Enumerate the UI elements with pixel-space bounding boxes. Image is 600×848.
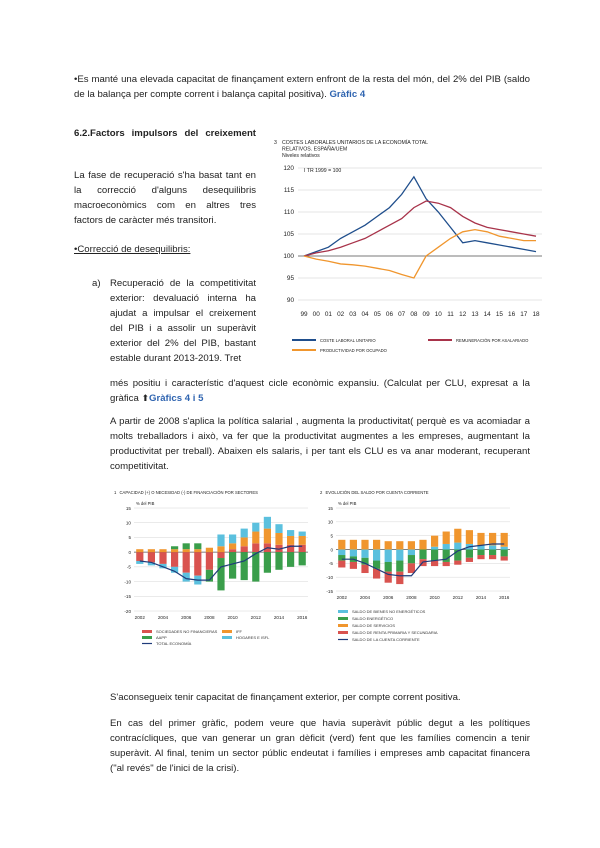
chart1-title-text: CAPACIDAD (+) O NECESIDAD (-) DE FINANCIACIÓN POR SECTORES — [119, 490, 258, 495]
legend-swatch-aapp — [142, 636, 152, 639]
intro-paragraph: La fase de recuperació s'ha basat tant en la correcció d'alguns desequilibris macroeconòmics com en altres tres factors de caràcter més transitori. — [74, 170, 256, 226]
chart1-bar — [229, 543, 236, 549]
legend-label-no-energeticos: SALDO DE BIENES NO ENERGÉTICOS — [352, 609, 426, 614]
paragraph-final: En cas del primer gràfic, podem veure que havia superàvit públic degut a les polítiques contracícliques, que van generar un gran dèficit (verd) fent que les famílies comencin a tenir superàvit. Al final, tenim un sector públic endeutat i famílies i empreses amb capacitat financera ("al revés" de l'inici de la crisi). — [110, 718, 530, 774]
chart2-bar — [477, 550, 484, 556]
chart2-title-text: EVOLUCIÓN DEL SALDO POR CUENTA CORRIENTE — [325, 490, 429, 495]
chart1-y-tick-label: -15 — [124, 594, 131, 600]
chart2-y-tick-label: -15 — [326, 588, 333, 594]
chart1-bar — [252, 523, 259, 532]
chart2-bar — [408, 550, 415, 556]
chart1-bar — [264, 517, 271, 529]
chart1-x-tick-label: 2012 — [250, 615, 261, 620]
chart1-bar — [275, 533, 282, 545]
chart3-x-tick-label: 10 — [434, 311, 442, 318]
chart2-bar — [501, 547, 508, 550]
chart1-ylabel: % del PIB — [136, 501, 155, 506]
financing-sectors-chart — [112, 486, 312, 672]
legend-label-iff: IFF — [236, 629, 242, 634]
series-remuneracion-line — [304, 201, 536, 256]
chart1-bar — [136, 552, 143, 561]
chart1-bar — [206, 552, 213, 570]
chart3-x-tick-label: 11 — [447, 311, 454, 318]
chart2-bar — [431, 547, 438, 550]
chart1-x-tick-label: 2014 — [273, 615, 285, 620]
chart1-bar — [299, 552, 306, 565]
chart1-y-tick-label: 15 — [125, 505, 131, 511]
chart3-title-line2: RELATIVOS. ESPAÑA/UEM — [282, 146, 348, 153]
chart3-y-tick-label: 100 — [283, 253, 294, 260]
chart3-x-tick-label: 16 — [508, 311, 516, 318]
chart2-bar — [466, 550, 473, 558]
chart2-bar — [501, 550, 508, 557]
chart2-bar — [385, 550, 392, 562]
legend-label-rem: REMUNERACIÓN POR ASALARIADO — [456, 338, 529, 343]
legend-swatch-energetico — [338, 617, 348, 620]
chart1-bar — [241, 552, 248, 580]
legend-label-cuenta-corriente: SALDO DE LA CUENTA CORRIENTE — [352, 637, 420, 642]
chart1-x-tick-label: 2008 — [204, 615, 215, 620]
chart1-bar — [241, 529, 248, 538]
chart3-subtitle: Niveles relativos — [282, 153, 320, 159]
chart1-bar — [206, 548, 213, 552]
chart2-y-tick-label: 15 — [327, 505, 333, 511]
chart2-x-tick-label: 2004 — [359, 595, 371, 600]
chart2-bar — [385, 562, 392, 572]
subheading-desequilibris: •Correcció de desequilibris: — [74, 244, 191, 255]
chart1-bar — [275, 552, 282, 570]
chart2-y-tick-label: -5 — [328, 561, 333, 567]
chart2-y-tick-label: 10 — [327, 519, 333, 525]
legend-label-aapp: AAPP — [156, 635, 167, 640]
chart2-bar — [489, 550, 496, 556]
chart2-bar — [361, 540, 368, 550]
chart2-bar — [338, 550, 345, 556]
chart1-bar — [252, 532, 259, 544]
chart1-bar — [287, 536, 294, 545]
legend-label-prod: PRODUCTIVIDAD POR OCUPADO — [320, 348, 387, 353]
chart1-bar — [183, 549, 190, 552]
legend-swatch-servicios — [338, 624, 348, 627]
chart1-number: 1 — [114, 490, 117, 495]
chart1-bar — [241, 546, 248, 552]
chart2-bar — [443, 532, 450, 544]
chart2-x-tick-label: 2008 — [406, 595, 417, 600]
chart3-y-tick-label: 95 — [286, 275, 294, 282]
chart1-title — [114, 490, 258, 495]
legend-swatch-iff — [222, 630, 232, 633]
chart2-bar — [408, 563, 415, 573]
chart1-bar — [194, 543, 201, 549]
chart2-x-tick-label: 2016 — [499, 595, 510, 600]
chart2-ylabel: % del PIB — [338, 501, 357, 506]
chart1-bar — [275, 524, 282, 533]
chart1-x-tick-label: 2004 — [157, 615, 169, 620]
chart2-x-tick-label: 2010 — [429, 595, 440, 600]
item-a-marker: a) — [92, 278, 101, 289]
chart2-bar — [489, 545, 496, 549]
chart1-bar — [148, 552, 155, 562]
chart1-x-ticks — [135, 615, 308, 620]
legend-swatch-snf — [142, 630, 152, 633]
chart3-title — [282, 139, 429, 153]
chart1-bar — [136, 549, 143, 552]
chart1-y-ticks — [124, 506, 131, 614]
chart2-bar — [338, 540, 345, 550]
chart3-x-tick-label: 02 — [337, 311, 345, 318]
chart1-y-tick-label: -5 — [126, 564, 131, 570]
legend-swatch-hogares — [222, 636, 232, 639]
paragraph-2008: A partir de 2008 s'aplica la política salarial , augmenta la productivitat( perquè es va acomiadar a molts treballadors i això, va fer que la productivitat augmentes a les empreses, augmentant la productivitat per treball). Abaixen els salaris, i per tant els CLU es va anar moderant, recuperant competitivitat. — [110, 416, 530, 472]
chart2-bar — [350, 540, 357, 550]
chart2-bar — [408, 555, 415, 563]
chart2-bar — [431, 550, 438, 561]
chart1-bar — [252, 543, 259, 552]
chart3-x-tick-label: 17 — [520, 311, 528, 318]
chart2-bar — [396, 561, 403, 572]
chart2-bar — [443, 562, 450, 566]
chart1-bar — [229, 552, 236, 578]
paragraph-advice: S'aconsegueix tenir capacitat de finançament exterior, per compte corrent positiva. — [110, 692, 461, 703]
chart2-bar — [477, 533, 484, 545]
chart2-number: 2 — [320, 490, 323, 495]
chart3-x-tick-label: 05 — [373, 311, 381, 318]
chart1-bar — [159, 552, 166, 564]
series-coste-laboral-line — [304, 177, 536, 256]
chart2-x-tick-label: 2012 — [452, 595, 463, 600]
chart1-bar — [217, 546, 224, 552]
chart2-y-tick-label: 0 — [330, 547, 333, 553]
link-grafics-4-5[interactable]: Gràfics 4 i 5 — [149, 393, 204, 404]
chart1-bar — [171, 549, 178, 552]
chart3-x-tick-label: 06 — [385, 311, 394, 318]
chart2-bars — [338, 529, 508, 584]
chart2-x-tick-label: 2014 — [475, 595, 487, 600]
chart3-x-tick-label: 08 — [410, 311, 418, 318]
legend-swatch-no-energeticos — [338, 610, 348, 613]
chart3-x-tick-label: 09 — [422, 311, 430, 318]
chart1-x-tick-label: 2016 — [297, 615, 308, 620]
chart1-bar — [171, 546, 178, 549]
chart1-y-tick-label: -10 — [124, 579, 131, 585]
chart2-title — [320, 490, 429, 495]
chart2-bar — [443, 544, 450, 550]
legend-swatch-renta — [338, 631, 348, 634]
chart2-bar — [454, 529, 461, 543]
chart3-x-tick-label: 99 — [300, 311, 308, 318]
chart1-y-tick-label: 0 — [128, 549, 131, 555]
chart2-x-tick-label: 2006 — [383, 595, 394, 600]
chart1-bar — [194, 549, 201, 552]
chart3-x-tick-label: 13 — [471, 311, 479, 318]
section-heading: 6.2.Factors impulsors del creixement — [74, 128, 256, 139]
link-grafic-4[interactable]: Gràfic 4 — [329, 89, 366, 100]
chart1-y-tick-label: -20 — [124, 608, 131, 614]
chart1-bar — [217, 534, 224, 546]
chart1-bar — [183, 552, 190, 573]
chart2-bar — [419, 540, 426, 550]
chart3-x-tick-label: 14 — [483, 311, 491, 318]
chart1-bar — [241, 537, 248, 546]
chart2-bar — [338, 561, 345, 568]
chart2-bar — [408, 541, 415, 549]
chart1-bar — [217, 558, 224, 590]
item-a-text: Recuperació de la competitivitat exterior: devaluació interna ha ajudat a impulsar el creixement del PIB i a assolir un superàvit exterior del 2% del PIB, bastant estable durant 2013-2019. Tret — [110, 278, 256, 364]
legend-label-servicios: SALDO DE SERVICIOS — [352, 623, 396, 628]
chart1-bar — [264, 552, 271, 573]
chart2-y-tick-label: 5 — [330, 533, 333, 539]
legend-label-renta: SALDO DE RENTA PRIMARIA Y SECUNDARIA — [352, 630, 438, 635]
chart1-x-tick-label: 2006 — [181, 615, 192, 620]
chart3-y-tick-label: 105 — [283, 231, 294, 238]
chart2-bar — [373, 540, 380, 550]
clu-line-chart — [262, 134, 552, 358]
bullet-capacitat-financament: •Es manté una elevada capacitat de finançament extern enfront de la resta del món, del 2% del PIB (saldo de la balança per compte corrent i balança capital positiva). Gràfic 4 — [74, 74, 530, 100]
chart1-bar — [299, 536, 306, 545]
chart1-bar — [171, 552, 178, 567]
chart2-x-tick-label: 2002 — [336, 595, 347, 600]
chart2-bar — [396, 572, 403, 584]
chart3-index-label: I TR 1999 = 100 — [304, 168, 342, 174]
chart1-bar — [229, 534, 236, 543]
chart2-bar — [350, 550, 357, 557]
legend-label-clu: COSTE LABORAL UNITARIO — [320, 338, 376, 343]
chart1-bar — [264, 529, 271, 544]
chart1-bar — [252, 552, 259, 581]
chart2-bar — [361, 550, 368, 558]
chart2-bar — [350, 562, 357, 569]
legend-label-total: TOTAL ECONOMÍA — [156, 641, 192, 646]
chart1-bar — [183, 543, 190, 549]
chart1-bar — [299, 532, 306, 536]
chart2-bar — [454, 561, 461, 565]
item-a-continuation: més positiu i característic d'aquest cicle econòmic expansiu. (Calculat per CLU, expresat a la gràfica ⬆Gràfics 4 i 5 — [110, 378, 530, 404]
legend-label-snf: SOCIEDADES NO FINANCIERAS — [156, 629, 218, 634]
current-account-chart — [318, 486, 514, 672]
chart1-bar — [148, 549, 155, 552]
chart3-x-tick-label: 03 — [349, 311, 357, 318]
chart2-bar — [419, 550, 426, 560]
up-arrow-icon: ⬆ — [141, 394, 150, 404]
chart1-y-tick-label: 5 — [128, 535, 131, 541]
chart2-bar — [477, 555, 484, 559]
legend-label-hogares: HOGARES E ISFL — [236, 635, 270, 640]
chart1-bars — [136, 517, 306, 591]
chart1-bar — [194, 552, 201, 576]
chart3-x-tick-label: 04 — [361, 311, 369, 318]
chart3-number: 3 — [274, 140, 277, 146]
chart3-y-ticks — [283, 165, 294, 304]
chart2-bar — [396, 550, 403, 561]
chart3-y-tick-label: 90 — [286, 297, 294, 304]
chart2-y-ticks — [326, 506, 333, 594]
chart3-title-line1: COSTES LABORALES UNITARIOS DE LA ECONOMÍA TOTAL — [282, 140, 428, 146]
chart2-bar — [489, 555, 496, 559]
chart3-x-tick-label: 15 — [495, 311, 503, 318]
series-productividad-line — [304, 230, 536, 278]
chart2-bar — [501, 533, 508, 547]
chart2-bar — [454, 543, 461, 550]
chart3-x-tick-label: 18 — [532, 311, 540, 318]
chart3-x-ticks — [300, 311, 540, 318]
chart3-y-tick-label: 115 — [283, 187, 294, 194]
chart1-bar — [229, 549, 236, 552]
chart2-bar — [373, 550, 380, 561]
chart1-x-tick-label: 2010 — [227, 615, 238, 620]
chart2-bar — [466, 530, 473, 544]
chart2-bar — [466, 558, 473, 562]
chart1-bar — [287, 530, 294, 536]
chart2-bar — [385, 541, 392, 549]
legend-label-energetico: SALDO ENERGÉTICO — [352, 616, 394, 621]
chart3-x-tick-label: 00 — [312, 311, 320, 318]
chart2-bar — [431, 536, 438, 547]
chart2-y-tick-label: -10 — [326, 574, 333, 580]
chart3-x-tick-label: 07 — [398, 311, 406, 318]
chart3-x-tick-label: 01 — [324, 311, 332, 318]
chart1-bar — [287, 552, 294, 567]
chart3-x-tick-label: 12 — [459, 311, 467, 318]
chart3-y-tick-label: 110 — [283, 209, 294, 216]
chart2-bar — [361, 565, 368, 573]
chart1-bar — [217, 552, 224, 558]
chart1-y-tick-label: 10 — [125, 520, 131, 526]
chart1-bar — [159, 549, 166, 552]
chart2-bar — [501, 556, 508, 560]
chart2-bar — [396, 541, 403, 549]
chart2-x-ticks — [337, 595, 510, 600]
chart3-y-tick-label: 120 — [283, 165, 294, 172]
chart1-x-tick-label: 2002 — [134, 615, 145, 620]
